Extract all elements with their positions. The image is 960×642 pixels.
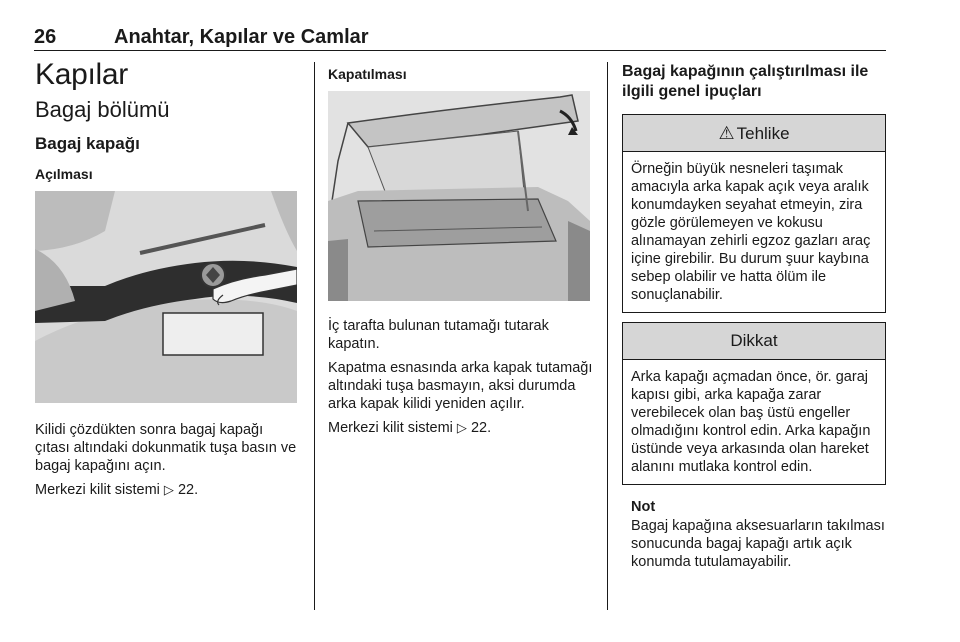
subsection-title: Bagaj bölümü (35, 96, 170, 122)
subtopic-title: Açılması (35, 166, 93, 183)
column-1 (35, 58, 300, 505)
reference-page[interactable]: 22. (470, 419, 492, 436)
tailgate-closing-illustration (328, 91, 590, 301)
page-reference-arrow-icon: ▷ (456, 419, 467, 435)
note-title: Not (631, 499, 656, 515)
caution-title: Dikkat (730, 331, 778, 350)
paragraph: Kilidi çözdükten sonra bagaj kapağı çıtası altındaki dokunmatik tuşa basın ve bagaj kapağını açın. (35, 421, 297, 474)
warning-triangle-icon: ⚠ (718, 123, 735, 143)
cross-reference (35, 481, 300, 499)
reference-text: Merkezi kilit sistemi (328, 419, 453, 436)
danger-box (622, 114, 886, 313)
topic-title: Bagaj kapağının çalıştırılması ile ilgili genel ipuçları (622, 63, 869, 100)
column-divider (314, 62, 315, 610)
paragraph: İç tarafta bulunan tutamağı tutarak kapatın. (328, 317, 549, 352)
section-title: Kapılar (35, 58, 128, 91)
topic-title: Bagaj kapağı (35, 133, 140, 153)
page-header (34, 24, 886, 51)
column-2 (328, 58, 593, 443)
reference-page[interactable]: 22. (177, 481, 199, 498)
danger-title: Tehlike (736, 124, 790, 143)
caution-box-header (623, 323, 885, 360)
paragraph: Kapatma esnasında arka kapak tutamağı altındaki tuşa basmayın, aksi durumda arka kapak kilidi yeniden açılır. (328, 359, 593, 412)
column-3 (622, 58, 886, 577)
page-reference-arrow-icon: ▷ (163, 481, 174, 497)
column-divider (607, 62, 608, 610)
danger-box-header (623, 115, 885, 152)
danger-text: Örneğin büyük nesneleri taşımak amacıyla arka kapak açık veya aralık konumdayken seyahat etmeyin, zira gözle görülemeyen ve kokusu alınamayan zehirli egzoz gazları araç içine girebilir. Bu durum şuur kaybına sebep olabilir ve hatta ölüm ile sonuçlanabilir. (631, 161, 871, 303)
note (622, 499, 886, 571)
caution-text: Arka kapağı açmadan önce, ör. garaj kapısı gibi, arka kapağa zarar verebilecek olan baş üstü engeller olmadığını kontrol edin. Arka kapağın üstünde veya arkasında olan hareket alanını mutlaka kontrol edin. (631, 369, 871, 475)
reference-text: Merkezi kilit sistemi (35, 481, 160, 498)
running-title: Anahtar, Kapılar ve Camlar (114, 26, 369, 48)
note-text: Bagaj kapağına aksesuarların takılması sonucunda bagaj kapağı artık açık konumda tutulamayabilir. (631, 518, 885, 571)
page-number: 26 (34, 26, 57, 48)
tailgate-opening-illustration (35, 191, 297, 403)
subtopic-title: Kapatılması (328, 66, 407, 82)
cross-reference (328, 419, 593, 437)
caution-box (622, 322, 886, 485)
